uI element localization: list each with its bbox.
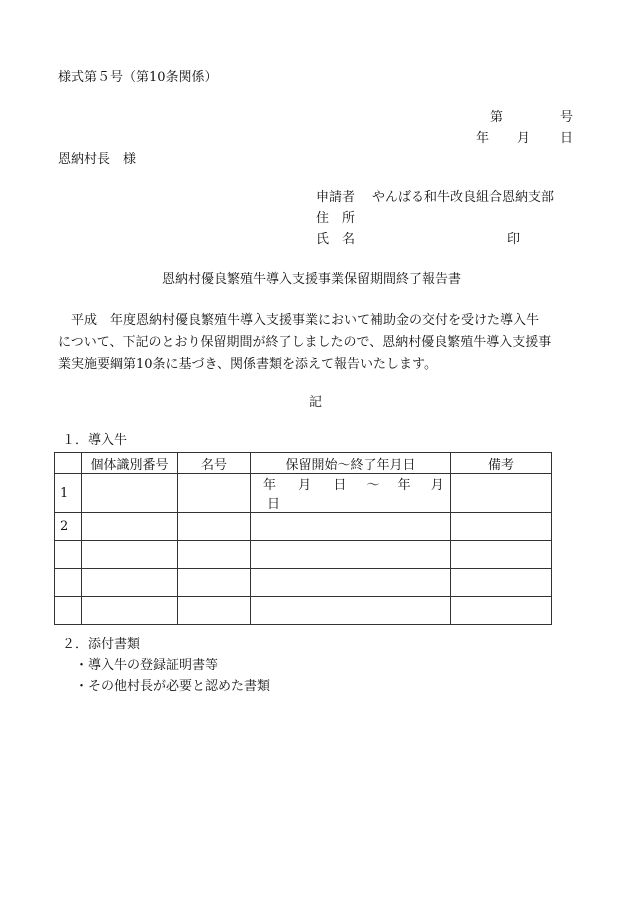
table-row <box>55 541 552 569</box>
body-line: について、下記のとおり保留期間が終了しましたので、恩納村優良繁殖牛導入支援事 <box>58 335 552 350</box>
date-year: 年 <box>476 131 490 146</box>
doc-number-dai: 第 <box>490 110 504 125</box>
period-tilde: ～ <box>366 478 380 493</box>
period-month-start: 月 <box>298 478 312 493</box>
period-year-end: 年 <box>397 478 411 493</box>
id-number-cell[interactable] <box>82 569 178 597</box>
cattle-table <box>54 452 552 625</box>
row-number <box>55 597 82 625</box>
period-cell[interactable] <box>251 474 451 513</box>
date-month: 月 <box>517 131 531 146</box>
remarks-cell[interactable] <box>451 513 552 541</box>
remarks-cell[interactable] <box>451 474 552 513</box>
header-remarks: 備考 <box>451 453 552 474</box>
doc-number-go: 号 <box>560 110 574 125</box>
name-cell[interactable] <box>178 569 251 597</box>
period-month-end: 月 <box>430 478 444 493</box>
date-day: 日 <box>560 131 574 146</box>
form-label: 様式第５号（第10条関係） <box>58 70 218 85</box>
name-cell[interactable] <box>178 541 251 569</box>
id-number-cell[interactable] <box>82 513 178 541</box>
address-label: 住 所 <box>316 211 356 226</box>
period-cell[interactable] <box>251 569 451 597</box>
row-number: 2 <box>55 513 82 541</box>
header-no <box>55 453 82 474</box>
addressee: 恩納村長 様 <box>58 152 137 167</box>
section2-heading: ２．添付書類 <box>62 637 141 652</box>
id-number-cell[interactable] <box>82 474 178 513</box>
period-day-end: 日 <box>267 497 281 512</box>
section1-heading: １．導入牛 <box>62 433 128 448</box>
remarks-cell[interactable] <box>451 541 552 569</box>
period-year-start: 年 <box>263 478 277 493</box>
body-line: 業実施要綱第10条に基づき、関係書類を添えて報告いたします。 <box>58 357 437 372</box>
ki-mark: 記 <box>309 395 323 410</box>
applicant-name: やんばる和牛改良組合恩納支部 <box>372 190 555 205</box>
person-label: 氏 名 <box>316 232 356 247</box>
header-period: 保留開始～終了年月日 <box>251 453 451 474</box>
header-name: 名号 <box>178 453 251 474</box>
table-row <box>55 513 552 541</box>
row-number: 1 <box>55 474 82 513</box>
id-number-cell[interactable] <box>82 541 178 569</box>
row-number <box>55 569 82 597</box>
remarks-cell[interactable] <box>451 597 552 625</box>
name-cell[interactable] <box>178 513 251 541</box>
table-row <box>55 474 552 513</box>
id-number-cell[interactable] <box>82 597 178 625</box>
name-cell[interactable] <box>178 597 251 625</box>
attachment-item: ・導入牛の登録証明書等 <box>75 658 219 673</box>
header-id-number: 個体識別番号 <box>82 453 178 474</box>
period-cell[interactable] <box>251 541 451 569</box>
applicant-label: 申請者 <box>316 190 356 205</box>
attachment-item: ・その他村長が必要と認めた書類 <box>75 679 271 694</box>
row-number <box>55 541 82 569</box>
name-cell[interactable] <box>178 474 251 513</box>
period-cell[interactable] <box>251 513 451 541</box>
body-paragraph <box>58 310 578 376</box>
period-day-start: 日 <box>333 478 347 493</box>
body-line: 平成 年度恩納村優良繁殖牛導入支援事業において補助金の交付を受けた導入牛 <box>58 313 540 328</box>
period-cell[interactable] <box>251 597 451 625</box>
remarks-cell[interactable] <box>451 569 552 597</box>
table-row <box>55 597 552 625</box>
table-header-row <box>55 453 552 474</box>
seal-mark: 印 <box>507 232 521 247</box>
table-row <box>55 569 552 597</box>
document-title: 恩納村優良繁殖牛導入支援事業保留期間終了報告書 <box>162 272 462 287</box>
